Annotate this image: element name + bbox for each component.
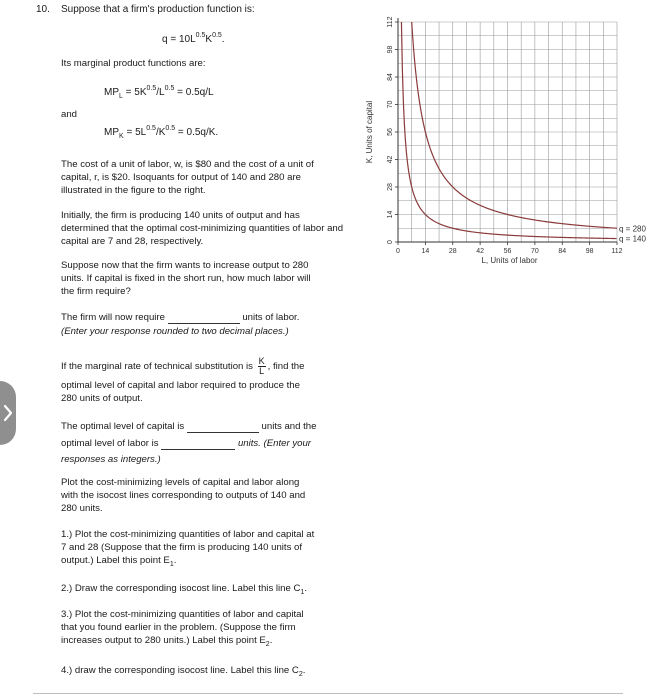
y-tick-label: 0 <box>387 240 394 244</box>
chart-curves <box>401 22 617 239</box>
y-tick-label: 56 <box>387 128 394 136</box>
x-tick-label: 112 <box>611 248 623 255</box>
y-tick-label: 28 <box>387 183 394 191</box>
isoquant-label: q = 140 <box>619 234 646 244</box>
y-tick-label: 98 <box>387 45 394 54</box>
isoquant-curve <box>412 22 617 228</box>
mrts-continuation: optimal level of capital and labor required to produce the 280 units of output. <box>61 380 300 404</box>
isoquant-curve <box>401 22 616 239</box>
x-tick-label: 0 <box>396 248 400 255</box>
and-label: and <box>61 109 78 120</box>
step-3: 3.) Plot the cost-minimizing quantities of labor and capital that you found earlier in the problem. (Suppose the firm increases output to 280 units.) Label this point $E_2$. <box>61 609 304 648</box>
bottom-divider <box>33 693 623 694</box>
short-run-paragraph: Suppose now that the firm wants to increase output to 280 units. If capital is fixed in the short run, how much labor will the firm require? <box>61 260 311 297</box>
question-intro: Suppose that a firm's production function is: <box>61 4 255 15</box>
isoquant-chart[interactable] <box>355 8 646 270</box>
y-tick-label: 84 <box>387 73 394 81</box>
mpk-equation: $MP_K = 5L^{0.5}/K^{0.5} = 0.5q/K$. <box>104 125 219 140</box>
x-tick-label: 14 <box>421 248 430 255</box>
step-4: 4.) draw the corresponding isocost line. Label this line $C_2$. <box>61 665 306 678</box>
mrts-line: If the marginal rate of technical substitution is $\frac{K}{L}$ , find the <box>61 356 305 376</box>
mrts-fraction: $\frac{K}{L}$ <box>258 356 265 376</box>
y-tick-label: 14 <box>387 210 394 219</box>
next-tab[interactable] <box>0 381 16 445</box>
step-1: 1.) Plot the cost-minimizing quantities of labor and capital at 7 and 28 (Suppose that the firm is producing 140 units of output.) Label this point $E_1$. <box>61 529 315 568</box>
y-tick-label: 70 <box>387 100 394 109</box>
labor-required-input[interactable] <box>168 312 240 324</box>
optimal-capital-row: The optimal level of capital is units and the <box>61 421 317 432</box>
x-axis-title: L, Units of labor <box>481 256 538 265</box>
production-function: $q = 10L^{0.5}K^{0.5}$. <box>162 32 225 45</box>
labor-answer-hint: (Enter your response rounded to two decimal places.) <box>61 326 289 337</box>
cost-paragraph: The cost of a unit of labor, w, is $80 and the cost of a unit of capital, r, is $20. Isoquants for output of 140 and 280 are illustrated in the figure to the right. <box>61 159 314 196</box>
y-tick-label: 112 <box>387 16 394 28</box>
y-tick-label: 42 <box>387 155 394 164</box>
x-tick-label: 42 <box>476 248 485 255</box>
question-number: 10. <box>36 4 50 15</box>
plot-paragraph: Plot the cost-minimizing levels of capital and labor along with the isocost lines corresponding to outputs of 140 and 280 units. <box>61 477 306 514</box>
mpl-equation: $MP_L = 5K^{0.5}/L^{0.5} = 0.5q/L$ <box>104 85 214 100</box>
labor-answer-row: The firm will now require units of labor. <box>61 312 300 323</box>
x-tick-label: 98 <box>585 248 594 255</box>
mp-intro: Its marginal product functions are: <box>61 58 206 69</box>
optimal-labor-input[interactable] <box>161 438 235 450</box>
step-2: 2.) Draw the corresponding isocost line. Label this line $C_1$. <box>61 583 308 596</box>
x-tick-label: 56 <box>503 248 512 255</box>
x-tick-label: 28 <box>448 248 457 255</box>
chart-grid <box>398 22 617 242</box>
x-tick-label: 84 <box>558 248 567 255</box>
initial-paragraph: Initially, the firm is producing 140 units of output and has determined that the optimal cost-minimizing quantities of labor and capital are 7 and 28, respectively. <box>61 210 344 247</box>
optimal-capital-input[interactable] <box>187 421 259 433</box>
chevron-right-icon <box>2 403 14 423</box>
isoquant-label: q = 280 <box>619 224 646 234</box>
y-axis-title: K, Units of capital <box>365 100 374 164</box>
x-tick-label: 70 <box>530 248 539 255</box>
optimal-hint: responses as integers.) <box>61 454 161 465</box>
chart-axes <box>395 18 617 245</box>
optimal-labor-row: optimal level of labor is units. (Enter your <box>61 438 311 449</box>
